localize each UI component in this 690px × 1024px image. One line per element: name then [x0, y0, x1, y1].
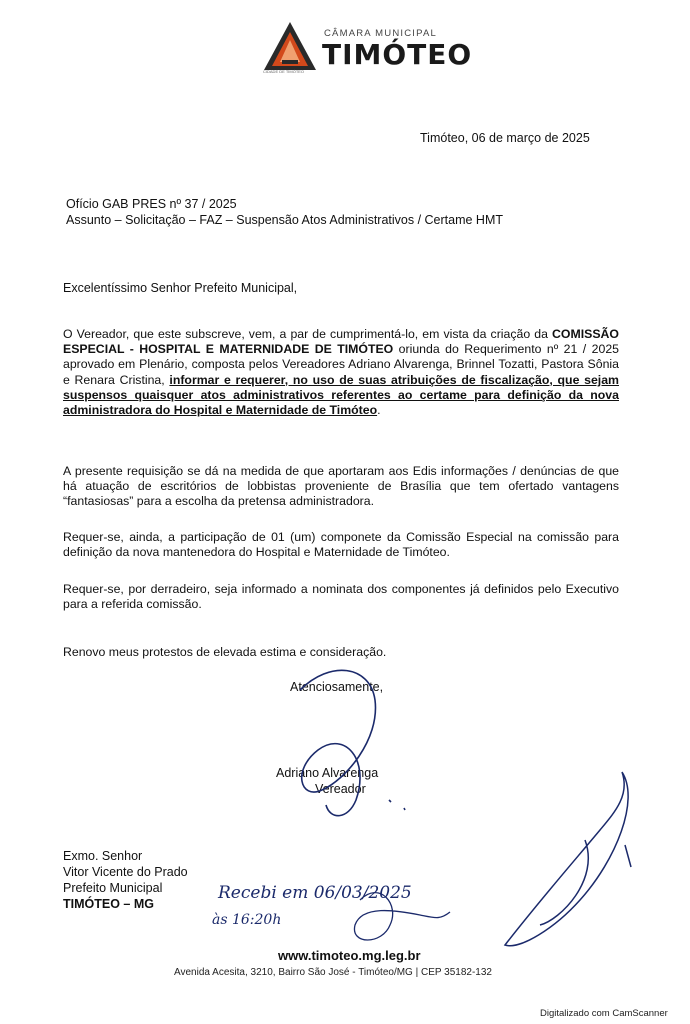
- logo-title: TIMÓTEO: [322, 38, 473, 71]
- recipient-line2: Vitor Vicente do Prado: [63, 865, 188, 879]
- paragraph-participation: Requer-se, ainda, a participação de 01 (um) componete da Comissão Especial na comissão para definição da nova mantenedora do Hospital e Maternidade de Timóteo.: [63, 530, 619, 560]
- oficio-number: Ofício GAB PRES nº 37 / 2025: [66, 197, 237, 211]
- logo-subtitle: CÂMARA MUNICIPAL: [324, 28, 437, 39]
- recipient-line1: Exmo. Senhor: [63, 849, 143, 863]
- logo-tagline: CIDADE DE TIMÓTEO: [263, 69, 305, 74]
- p1-text-e: .: [377, 403, 381, 418]
- paragraph-nominata: Requer-se, por derradeiro, seja informado a nominata dos componentes já definidos pelo Executivo para a referida comissão.: [63, 582, 619, 612]
- commission-name: COMISSÃO ESPECIAL - HOSPITAL E MATERNIDADE DE TIMÓTEO: [63, 327, 619, 357]
- letter-date: Timóteo, 06 de março de 2025: [420, 131, 590, 145]
- request-highlight: informar e requerer, no uso de suas atribuições de fiscalização, que sejam suspensos quaisquer atos administrativos referentes ao certame para definição da nova administradora do Hospital e Maternidade de Timóteo: [63, 372, 619, 418]
- paragraph-justification: A presente requisição se dá na medida de que aportaram aos Edis informações / denúncias de que há atuação de escritórios de lobbistas proveniente de Brasília que tem ofertado vantagens “fantasiosas” para a escolha da pretensa administradora.: [63, 464, 619, 509]
- footer-address: Avenida Acesita, 3210, Bairro São José - Timóteo/MG | CEP 35182-132: [174, 967, 492, 978]
- signature-dot: [389, 800, 405, 810]
- initials-stroke: [505, 772, 631, 946]
- salutation: Excelentíssimo Senhor Prefeito Municipal,: [63, 281, 298, 295]
- footer-website: www.timoteo.mg.leg.br: [278, 948, 421, 963]
- recipient-line4: TIMÓTEO – MG: [63, 897, 154, 911]
- p1-text-c: oriunda do Requerimento nº 21 / 2025 aprovado em Plenário, composta pelos Vereadores Adriano Alvarenga, Brinnel Tozatti, Pastora Sônia e Renara Cristina,: [63, 342, 619, 387]
- receipt-note-line2: às 16:20h: [212, 912, 282, 928]
- assunto-line: Assunto – Solicitação – FAZ – Suspensão Atos Administrativos / Certame HMT: [66, 213, 503, 227]
- signature-stroke: [300, 670, 375, 815]
- receipt-note-line1: Recebi em 06/03/2025: [218, 883, 412, 903]
- closing: Atenciosamente,: [290, 680, 384, 694]
- p1-text-a: O Vereador, que este subscreve, vem, a par de cumprimentá-lo, em vista da criação da: [63, 327, 553, 341]
- recipient-line3: Prefeito Municipal: [63, 881, 163, 895]
- scanner-watermark: Digitalizado com CamScanner: [540, 1008, 668, 1019]
- signer-role: Vereador: [315, 782, 366, 796]
- paragraph-closing-remark: Renovo meus protestos de elevada estima e consideração.: [63, 645, 387, 659]
- signer-name: Adriano Alvarenga: [276, 766, 379, 780]
